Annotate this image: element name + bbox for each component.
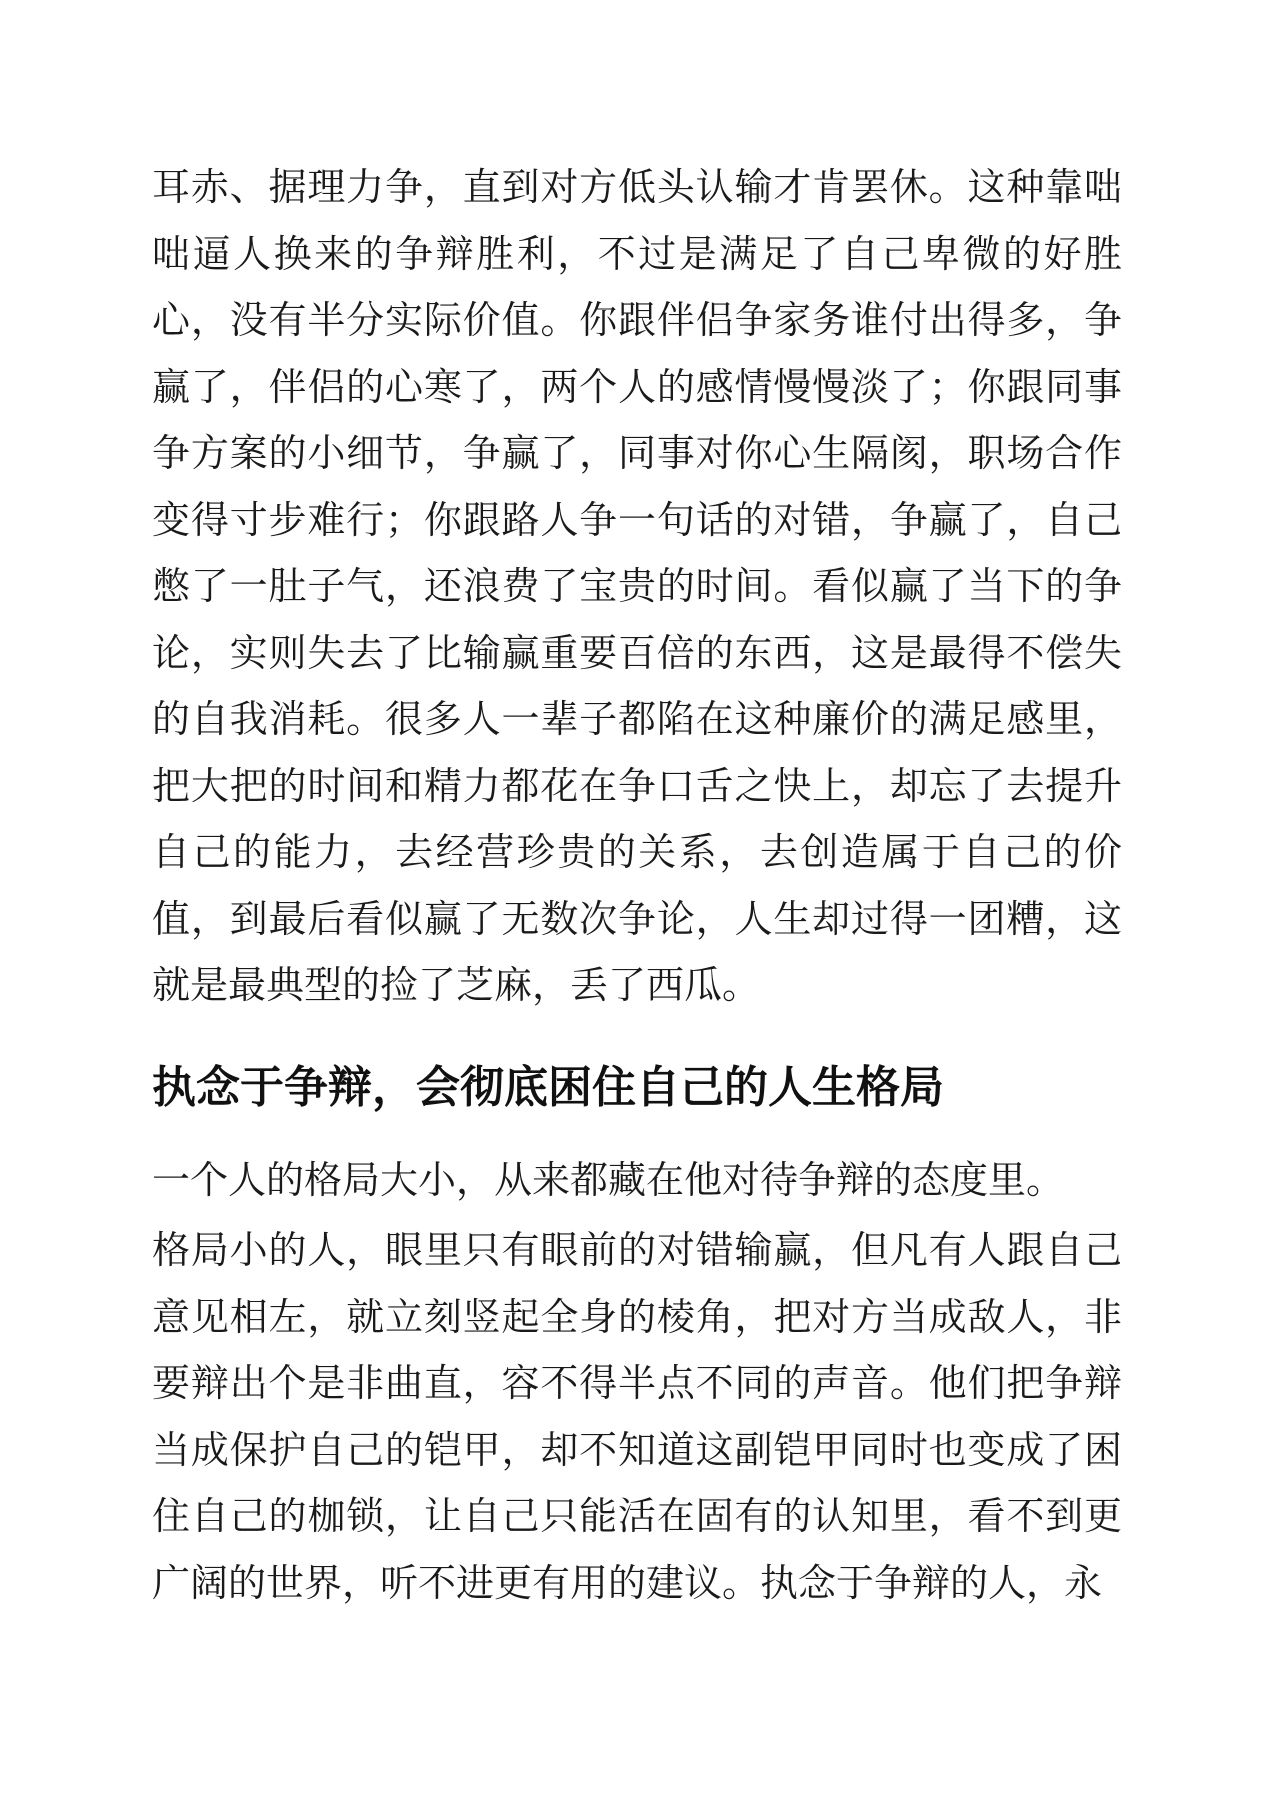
lead-paragraph: 一个人的格局大小，从来都藏在他对待争辩的态度里。 — [152, 1157, 1065, 1202]
article-body — [152, 154, 1122, 1616]
body-paragraph-2: 格局小的人，眼里只有眼前的对错输赢，但凡有人跟自己意见相左，就立刻竖起全身的棱角，把对方当成敌人，非要辩出个是非曲直，容不得半点不同的声音。他们把争辩当成保护自己的铠甲，却不知道这副铠甲同时也变成了困住自己的枷锁，让自己只能活在固有的认知里，看不到更广阔的世界，听不进更有用的建议。执念于争辩的人，永 — [152, 1228, 1122, 1605]
body-paragraph-1: 耳赤、据理力争，直到对方低头认输才肯罢休。这种靠咄咄逼人换来的争辩胜利，不过是满足了自己卑微的好胜心，没有半分实际价值。你跟伴侣争家务谁付出得多，争赢了，伴侣的心寒了，两个人的感情慢慢淡了；你跟同事争方案的小细节，争赢了，同事对你心生隔阂，职场合作变得寸步难行；你跟路人争一句话的对错，争赢了，自己憋了一肚子气，还浪费了宝贵的时间。看似赢了当下的争论，实则失去了比输赢重要百倍的东西，这是最得不偿失的自我消耗。很多人一辈子都陷在这种廉价的满足感里，把大把的时间和精力都花在争口舌之快上，却忘了去提升自己的能力，去经营珍贵的关系，去创造属于自己的价值，到最后看似赢了无数次争论，人生却过得一团糟，这就是最典型的捡了芝麻，丢了西瓜。 — [152, 165, 1122, 1007]
section-heading: 执念于争辩，会彻底困住自己的人生格局 — [152, 1061, 944, 1113]
